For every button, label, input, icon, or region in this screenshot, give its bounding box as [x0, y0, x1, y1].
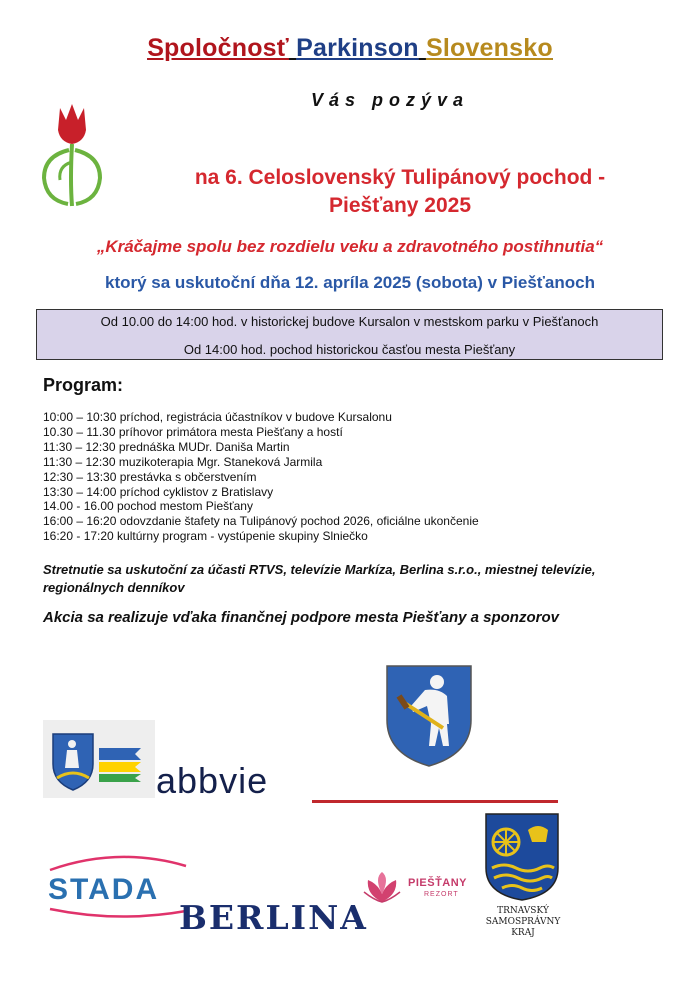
program-item: 10.30 – 11.30 príhovor primátora mesta Piešťany a hostí — [43, 424, 343, 439]
piestany-rezort-sub: REZORT — [424, 891, 459, 898]
event-motto: „Kráčajme spolu bez rozdielu veku a zdravotného postihnutia“ — [96, 237, 604, 256]
program-item: 11:30 – 12:30 prednáška MUDr. Daniša Martin — [43, 439, 290, 454]
media-note: Stretnutie sa uskutoční za účasti RTVS, televízie Markíza, Berlina s.r.o., miestnej televízie, regionálnych denníkov — [43, 562, 596, 595]
kraj-line2: SAMOSPRÁVNY — [485, 917, 561, 927]
organization-title — [0, 34, 700, 63]
stada-lower-arc-icon — [48, 907, 188, 921]
program-heading: Program: — [43, 375, 124, 395]
abbvie-logo: abbvie — [156, 760, 269, 801]
event-date: ktorý sa uskutoční dňa 12. apríla 2025 (sobota) v Piešťanoch — [105, 273, 595, 292]
infobox-line1: Od 10.00 do 14:00 hod. v historickej budove Kursalon v mestskom parku v Piešťanoch — [100, 314, 599, 329]
org-word-3: Slovensko — [425, 34, 553, 62]
support-note: Akcia sa realizuje vďaka finančnej podpore mesta Piešťany a sponzorov — [43, 609, 559, 626]
infobox-line2: Od 14:00 hod. pochod historickou časťou mesta Piešťany — [183, 342, 516, 357]
stada-arc-icon — [48, 852, 188, 872]
program-item: 11:30 – 12:30 muzikoterapia Mgr. Staneková Jarmila — [43, 454, 323, 469]
program-item: 14.00 - 16.00 pochod mestom Piešťany — [43, 499, 253, 514]
trnava-region-crest-icon — [484, 812, 560, 902]
program-item: 13:30 – 14:00 príchod cyklistov z Bratislavy — [43, 484, 274, 499]
schedule-infobox — [36, 309, 663, 360]
piestany-rezort-name: PIEŠŤANY — [408, 877, 468, 889]
program-item: 10:00 – 10:30 príchod, registrácia účastníkov v budove Kursalonu — [43, 410, 392, 424]
piestany-crest-icon — [383, 662, 475, 770]
logo-divider-line — [312, 800, 558, 803]
small-town-crest-icon — [43, 720, 155, 798]
program-list — [43, 410, 479, 544]
invite-text: Vás pozýva — [310, 90, 470, 110]
kraj-line3: KRAJ — [511, 928, 535, 938]
org-word-1: Spoločnosť — [147, 34, 289, 62]
stada-logo: STADA — [48, 873, 160, 906]
program-item: 16:00 – 16:20 odovzdanie štafety na Tulipánový pochod 2026, oficiálne ukončenie — [43, 514, 479, 529]
event-title-line1: na 6. Celoslovenský Tulipánový pochod - — [194, 166, 606, 189]
program-item: 12:30 – 13:30 prestávka s občerstvením — [43, 469, 257, 484]
trnava-region-name — [478, 906, 568, 939]
kraj-line1: TRNAVSKÝ — [497, 906, 549, 916]
town-logo-box — [43, 720, 155, 798]
program-item: 16:20 - 17:20 kultúrny program - vystúpenie skupiny Slniečko — [43, 529, 368, 544]
berlina-logo: BERLINA — [179, 898, 368, 937]
event-title-line2: Piešťany 2025 — [329, 194, 471, 217]
tulip-logo-icon — [40, 100, 104, 210]
org-word-2: Parkinson — [296, 34, 419, 62]
piestany-rezort-flower-icon — [360, 870, 404, 906]
